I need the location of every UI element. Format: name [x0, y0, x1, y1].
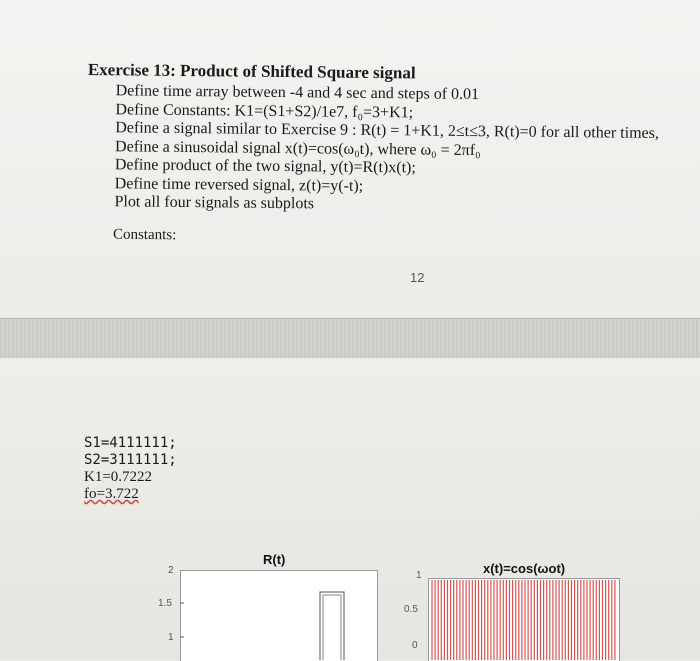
instruction-line: Define Constants: K1=(S1+S2)/1e7, f₀=3+K1;: [115, 100, 414, 121]
instruction-line: Define time reversed signal, z(t)=y(-t);: [114, 174, 364, 195]
exercise-title: Exercise 13: Product of Shifted Square signal: [87, 60, 416, 83]
instruction-line: Define a signal similar to Exercise 9 : R(t) = 1+K1, 2≤t≤3, R(t)=0 for all other times,: [115, 119, 659, 142]
constants-label: Constants:: [112, 226, 177, 244]
output-k1: K1=0.7222: [84, 469, 153, 485]
page-number: 12: [410, 270, 425, 285]
plot-r-ytick: 2: [168, 565, 174, 576]
instruction-line: Define a sinusoidal signal x(t)=cos(ω₀t), where ω₀ = 2πf₀: [115, 137, 481, 159]
plot-r-ytick: 1.5: [158, 598, 172, 609]
instruction-line: Define product of the two signal, y(t)=R(t)x(t);: [114, 156, 416, 177]
plot-r-ytick: 1: [168, 632, 174, 643]
output-fo: fo=3.722: [84, 486, 139, 502]
code-line-s1: S1=4111111;: [84, 435, 177, 451]
plot-x-ytick: 1: [416, 570, 422, 581]
instruction-line: Plot all four signals as subplots: [114, 193, 315, 213]
plot-x-title: x(t)=cos(ωot): [483, 561, 566, 576]
plot-x-ytick: 0: [412, 640, 418, 651]
plot-r-title: R(t): [263, 552, 286, 567]
plot-x-ytick: 0.5: [404, 604, 418, 615]
instruction-line: Define time array between -4 and 4 sec and steps of 0.01: [115, 82, 480, 104]
code-line-s2: S2=3111111;: [84, 452, 177, 468]
plot-x-signal: [432, 580, 615, 660]
